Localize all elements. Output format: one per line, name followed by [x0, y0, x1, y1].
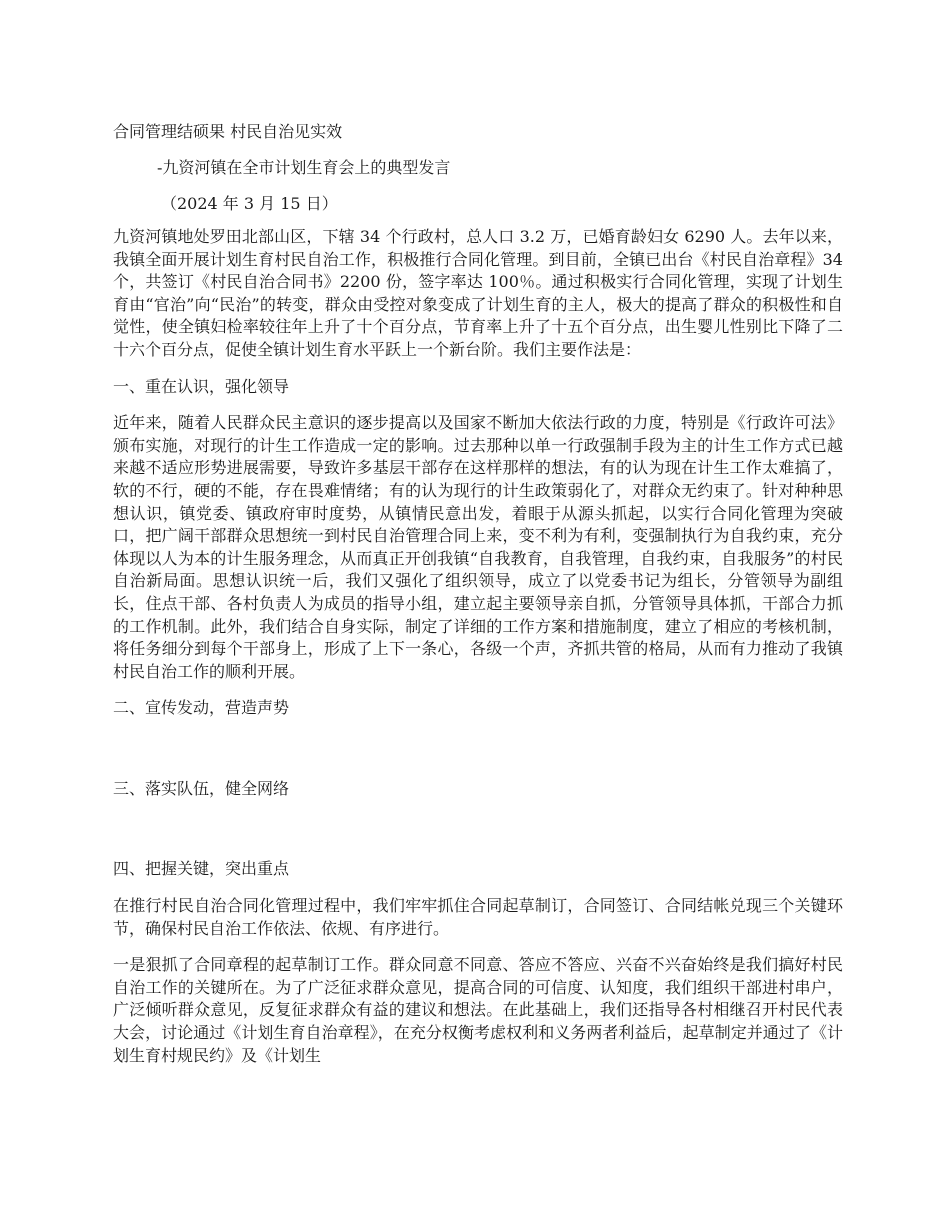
- section-1-paragraph: 近年来，随着人民群众民主意识的逐步提高以及国家不断加大依法行政的力度，特别是《行政许可法》颁布实施，对现行的计生工作造成一定的影响。过去那种以单一行政强制手段为主的计生工作方式已越来越不适应形势进展需要，导致许多基层干部存在这样那样的想法，有的认为现在计生工作太难搞了，软的不行，硬的不能，存在畏难情绪；有的认为现行的计生政策弱化了，对群众无约束了。针对种种思想认识，镇党委、镇政府审时度势，从镇情民意出发，着眼于从源头抓起，以实行合同化管理为突破口，把广阔干部群众思想统一到村民自治管理合同上来，变不利为有利，变强制执行为自我约束，充分体现以人为本的计生服务理念，从而真正开创我镇“自我教育，自我管理，自我约束，自我服务”的村民自治新局面。思想认识统一后，我们又强化了组织领导，成立了以党委书记为组长，分管领导为副组长，住点干部、各村负责人为成员的指导小组，建立起主要领导亲自抓，分管领导具体抓，干部合力抓的工作机制。此外，我们结合自身实际，制定了详细的工作方案和措施制度，建立了相应的考核机制，将任务细分到每个干部身上，形成了上下一条心，各级一个声，齐抓共管的格局，从而有力推动了我镇村民自治工作的顺利开展。: [113, 413, 843, 681]
- section-4-paragraph-a: 在推行村民自治合同化管理过程中，我们牢牢抓住合同起草制订，合同签订、合同结帐兑现三个关键环节，确保村民自治工作依法、依规、有序进行。: [113, 896, 843, 938]
- section-heading-2: 二、宣传发动，营造声势: [113, 698, 290, 718]
- section-3-empty-space: [113, 814, 843, 858]
- document-page: [113, 118, 843, 1081]
- document-subtitle: -九资河镇在全市计划生育会上的典型发言: [157, 158, 451, 177]
- section-2-empty-space: [113, 734, 843, 778]
- section-heading-3: 三、落实队伍，健全网络: [113, 778, 290, 798]
- section-heading-4: 四、把握关键，突出重点: [113, 859, 290, 879]
- section-4-paragraph-b: 一是狠抓了合同章程的起草制订工作。群众同意不同意、答应不答应、兴奋不兴奋始终是我们搞好村民自治工作的关键所在。为了广泛征求群众意见，提高合同的可信度、认知度，我们组织干部进村串户，广泛倾听群众意见，反复征求群众有益的建议和想法。在此基础上，我们还指导各村相继召开村民代表大会，讨论通过《计划生育自治章程》，在充分权衡考虑权利和义务两者利益后，起草制定并通过了《计划生育村规民约》及《计划生: [113, 955, 843, 1065]
- section-heading-1: 一、重在认识，强化领导: [113, 376, 290, 396]
- document-title: 合同管理结硕果 村民自治见实效: [113, 122, 343, 141]
- document-date: （2024 年 3 月 15 日）: [161, 194, 338, 213]
- intro-paragraph: 九资河镇地处罗田北部山区，下辖 34 个行政村，总人口 3.2 万，已婚育龄妇女 6290 人。去年以来，我镇全面开展计划生育村民自治工作，积极推行合同化管理。到目前，全镇已出台《村民自治章程》34 个，共签订《村民自治合同书》2200 份，签字率达 100％。通过积极实行合同化管理，实现了计划生育由“官治”向“民治”的转变，群众由受控对象变成了计划生育的主人，极大的提高了群众的积极性和自觉性，使全镇妇检率较往年上升了十个百分点，节育率上升了十五个百分点，出生婴儿性别比下降了二十六个百分点，促使全镇计划生育水平跃上一个新台阶。我们主要作法是：: [113, 227, 843, 359]
